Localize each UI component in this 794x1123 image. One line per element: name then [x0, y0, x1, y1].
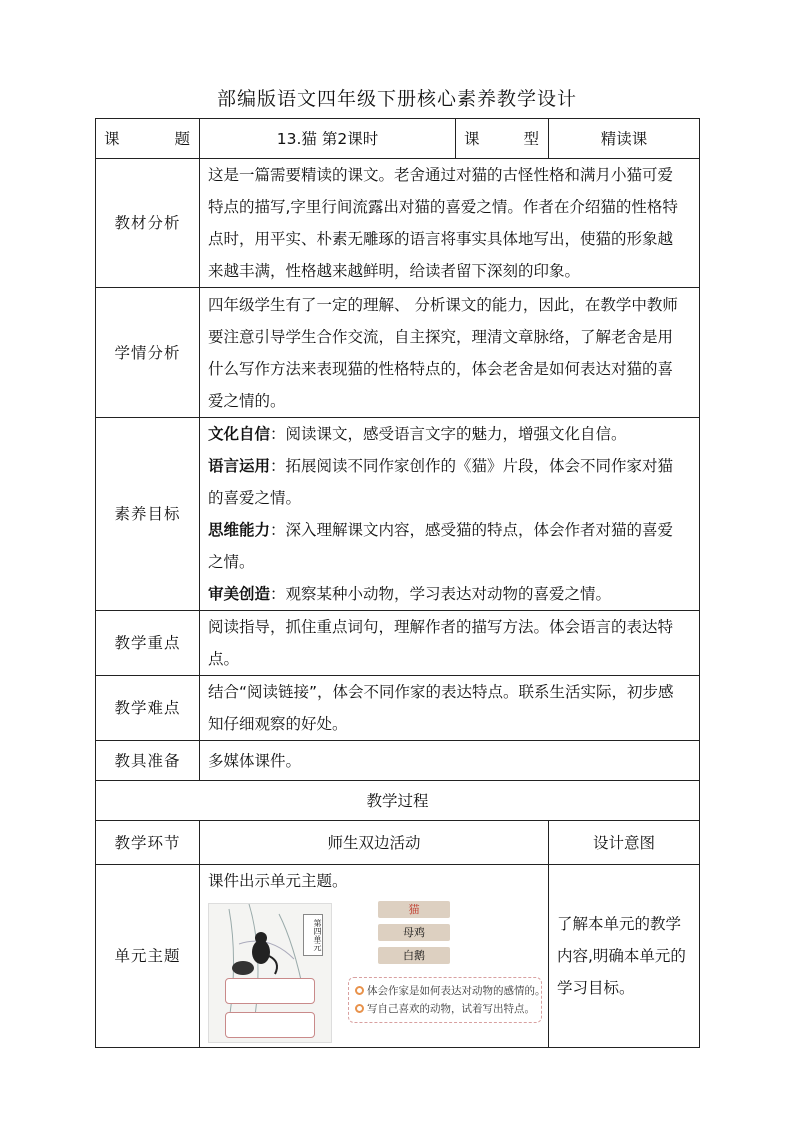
- goal-item: [208, 418, 691, 450]
- slide-hint: [355, 1002, 535, 1016]
- goals-content: [200, 418, 700, 611]
- goal-item: [208, 578, 691, 610]
- lesson-pill: 母鸡: [378, 924, 450, 941]
- text-line: 什么写作方法来表现猫的性格特点的，体会老舍是如何表达对猫的喜: [208, 359, 674, 378]
- cat-illustration: [208, 903, 332, 1043]
- lesson-pill: 白鹅: [378, 947, 450, 964]
- text-line: 学习目标。: [557, 979, 635, 997]
- bullet-icon: [355, 1004, 364, 1013]
- goal-text: ：观察某种小动物，学习表达对动物的喜爱之情。: [270, 585, 612, 603]
- goal-text: ：拓展阅读不同作家创作的《猫》片段，体会不同作家对猫: [270, 457, 674, 475]
- students-label: 学情分析: [96, 288, 200, 418]
- bullet-icon: [355, 986, 364, 995]
- goal-keyword: 审美创造: [208, 585, 271, 603]
- text-line: 这是一篇需要精读的课文。老舍通过对猫的古怪性格和满月小猫可爱: [208, 166, 674, 184]
- goal-keyword: 语言运用: [208, 457, 271, 475]
- difficulty-row: [96, 676, 700, 741]
- slide-note-box: [225, 1012, 315, 1038]
- unit-theme-row: [96, 865, 700, 1048]
- analysis-content: [200, 159, 700, 288]
- process-col-intent: 设计意图: [549, 821, 700, 865]
- text-line: 四年级学生有了一定的理解、 分析课文的能力，因此，在教学中教师: [208, 295, 678, 314]
- difficulty-content: [200, 676, 700, 741]
- hint-text: 写自己喜欢的动物，试着写出特点。: [367, 1003, 535, 1015]
- text-line: 知仔细观察的好处。: [208, 715, 348, 733]
- goal-keyword: 文化自信: [208, 425, 271, 443]
- type-value: 精读课: [549, 119, 700, 159]
- unit-theme-activity: [200, 865, 549, 1048]
- focus-label: 教学重点: [96, 611, 200, 676]
- process-col-activity: 师生双边活动: [200, 821, 549, 865]
- text-line: 阅读指导，抓住重点词句，理解作者的描写方法。体会语言的表达特: [208, 618, 674, 636]
- unit-theme-intent: [549, 865, 700, 1048]
- students-row: [96, 288, 700, 418]
- subject-value: 13.猫 第2课时: [200, 119, 456, 159]
- goal-text: 的喜爱之情。: [208, 489, 302, 507]
- text-line: 来越丰满，性格越来越鲜明，给读者留下深刻的印象。: [208, 262, 581, 280]
- text-line: 了解本单元的教学: [557, 915, 682, 933]
- tools-value: 多媒体课件。: [200, 741, 700, 781]
- analysis-label: 教材分析: [96, 159, 200, 288]
- slide-hint-box: [348, 977, 546, 1023]
- process-title-row: [96, 781, 700, 821]
- header-row: [96, 119, 700, 159]
- text-line: 结合“阅读链接”，体会不同作家的表达特点。联系生活实际，初步感: [208, 683, 674, 701]
- focus-row: [96, 611, 700, 676]
- text-line: 要注意引导学生合作交流，自主探究，理清文章脉络，了解老舍是用: [208, 327, 674, 346]
- hint-text: 体会作家是如何表达对动物的感情的。: [367, 985, 546, 997]
- goal-text: ：阅读课文，感受语言文字的魅力，增强文化自信。: [270, 425, 627, 443]
- subject-label: 课 题: [96, 119, 200, 159]
- focus-content: [200, 611, 700, 676]
- students-content: [200, 288, 700, 418]
- text-line: 爱之情的。: [208, 391, 286, 410]
- text-line: 特点的描写,字里行间流露出对猫的喜爱之情。作者在介绍猫的性格特: [208, 198, 678, 216]
- activity-text: 课件出示单元主题。: [208, 872, 348, 890]
- difficulty-label: 教学难点: [96, 676, 200, 741]
- page-title: 部编版语文四年级下册核心素养教学设计: [216, 88, 577, 110]
- text-line: 点。: [208, 650, 240, 668]
- goal-item: [208, 514, 691, 546]
- tools-label: 教具准备: [96, 741, 200, 781]
- process-col-stage: 教学环节: [96, 821, 200, 865]
- goal-keyword: 思维能力: [208, 521, 271, 539]
- slide-hint: [355, 984, 546, 998]
- lesson-pill: 猫: [378, 901, 450, 918]
- analysis-row: [96, 159, 700, 288]
- text-line: 点时，用平实、朴素无雕琢的语言将事实具体地写出，使猫的形象越: [208, 230, 674, 248]
- goals-row: [96, 418, 700, 611]
- unit-tag: 第四单元: [303, 914, 323, 956]
- goal-text: ：深入理解课文内容，感受猫的特点，体会作者对猫的喜爱: [270, 521, 674, 539]
- process-title: 教学过程: [96, 781, 700, 821]
- text-line: 内容,明确本单元的: [557, 947, 686, 965]
- tools-row: [96, 741, 700, 781]
- goal-text: 之情。: [208, 553, 255, 571]
- courseware-slide: [208, 899, 546, 1047]
- lesson-plan-table: [95, 118, 700, 1048]
- process-header-row: [96, 821, 700, 865]
- goals-label: 素养目标: [96, 418, 200, 611]
- unit-theme-label: 单元主题: [96, 865, 200, 1048]
- slide-note-box: [225, 978, 315, 1004]
- goal-item: [208, 450, 691, 482]
- type-label: 课 型: [456, 119, 549, 159]
